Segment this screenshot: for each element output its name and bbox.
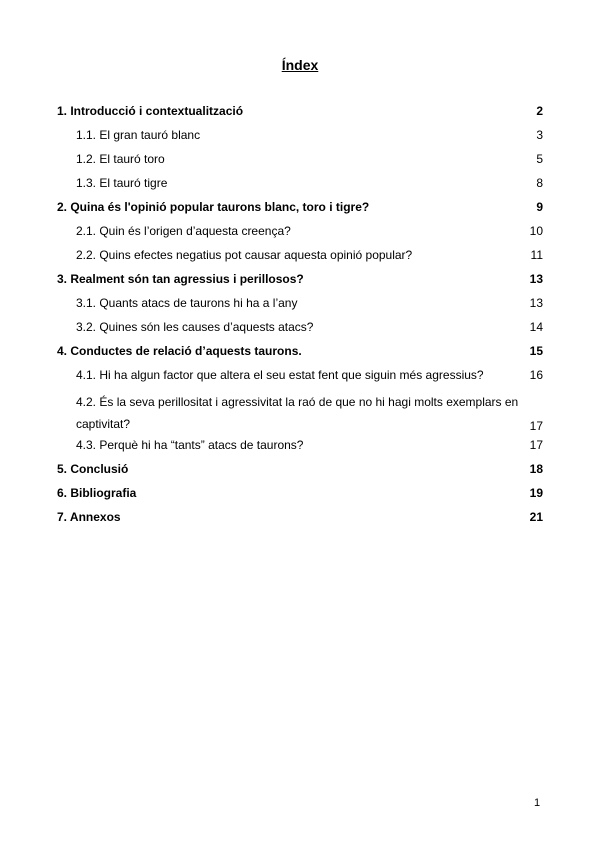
toc-entry-page: 17 (529, 419, 543, 433)
toc-entry[interactable] (57, 247, 543, 271)
toc-entry-page: 21 (529, 510, 543, 524)
toc-entry-page: 18 (529, 462, 543, 476)
toc-entry[interactable] (57, 485, 543, 509)
toc-entry-page: 5 (536, 152, 543, 166)
toc-entry-label: 2.1. Quin és l’origen d’aquesta creença? (76, 224, 291, 238)
toc-entry-label: 4.1. Hi ha algun factor que altera el seu estat fent que siguin més agressius? (76, 368, 484, 382)
toc-entry-page: 16 (529, 368, 543, 382)
toc-entry-page: 2 (536, 104, 543, 118)
toc-entry-label: 3. Realment són tan agressius i perillosos? (57, 272, 304, 286)
toc-entry-label: 1.1. El gran tauró blanc (76, 128, 201, 142)
toc-entry[interactable] (57, 223, 543, 247)
toc-entry[interactable] (57, 437, 543, 461)
toc-entry[interactable] (57, 461, 543, 485)
toc-entry-page: 9 (536, 200, 543, 214)
toc-entry[interactable] (57, 271, 543, 295)
toc-entry[interactable] (57, 199, 543, 223)
toc-entry[interactable] (57, 391, 543, 437)
toc-entry-label: 4. Conductes de relació d’aquests taurons. (57, 344, 302, 358)
page-title: Índex (281, 57, 319, 73)
toc-entry[interactable] (57, 509, 543, 533)
toc-entry[interactable] (57, 319, 543, 343)
toc-entry-page: 3 (536, 128, 543, 142)
toc-entry[interactable] (57, 151, 543, 175)
toc-entry[interactable] (57, 367, 543, 391)
toc-entry-label: 1.3. El tauró tigre (76, 176, 168, 190)
toc-entry-label: 6. Bibliografia (57, 486, 137, 500)
toc-entry-label: 7. Annexos (57, 510, 121, 524)
toc-entry-page: 13 (529, 296, 543, 310)
toc-entry[interactable] (57, 343, 543, 367)
table-of-contents (57, 103, 543, 533)
toc-entry-label: 4.2. És la seva perillositat i agressivitat la raó de que no hi hagi molts exemplars en captivitat? (76, 395, 519, 431)
toc-entry-page: 10 (529, 224, 543, 238)
toc-entry-label: 3.2. Quines són les causes d’aquests atacs? (76, 320, 314, 334)
toc-entry-page: 17 (529, 438, 543, 452)
toc-entry[interactable] (57, 175, 543, 199)
toc-entry[interactable] (57, 295, 543, 319)
toc-entry-label: 5. Conclusió (57, 462, 129, 476)
toc-entry-label: 1. Introducció i contextualització (57, 104, 244, 118)
toc-entry[interactable] (57, 103, 543, 127)
toc-entry-page: 14 (529, 320, 543, 334)
toc-entry-page: 11 (530, 248, 543, 262)
toc-entry-page: 19 (529, 486, 543, 500)
toc-entry[interactable] (57, 127, 543, 151)
toc-entry-page: 15 (529, 344, 543, 358)
toc-entry-label: 4.3. Perquè hi ha “tants” atacs de taurons? (76, 438, 304, 452)
page-number: 1 (534, 797, 541, 809)
toc-entry-label: 3.1. Quants atacs de taurons hi ha a l’any (76, 296, 298, 310)
toc-entry-label: 2.2. Quins efectes negatius pot causar aquesta opinió popular? (76, 248, 413, 262)
toc-entry-page: 13 (529, 272, 543, 286)
toc-entry-label: 1.2. El tauró toro (76, 152, 165, 166)
toc-entry-label: 2. Quina és l'opinió popular taurons blanc, toro i tigre? (57, 200, 370, 214)
toc-entry-page: 8 (536, 176, 543, 190)
